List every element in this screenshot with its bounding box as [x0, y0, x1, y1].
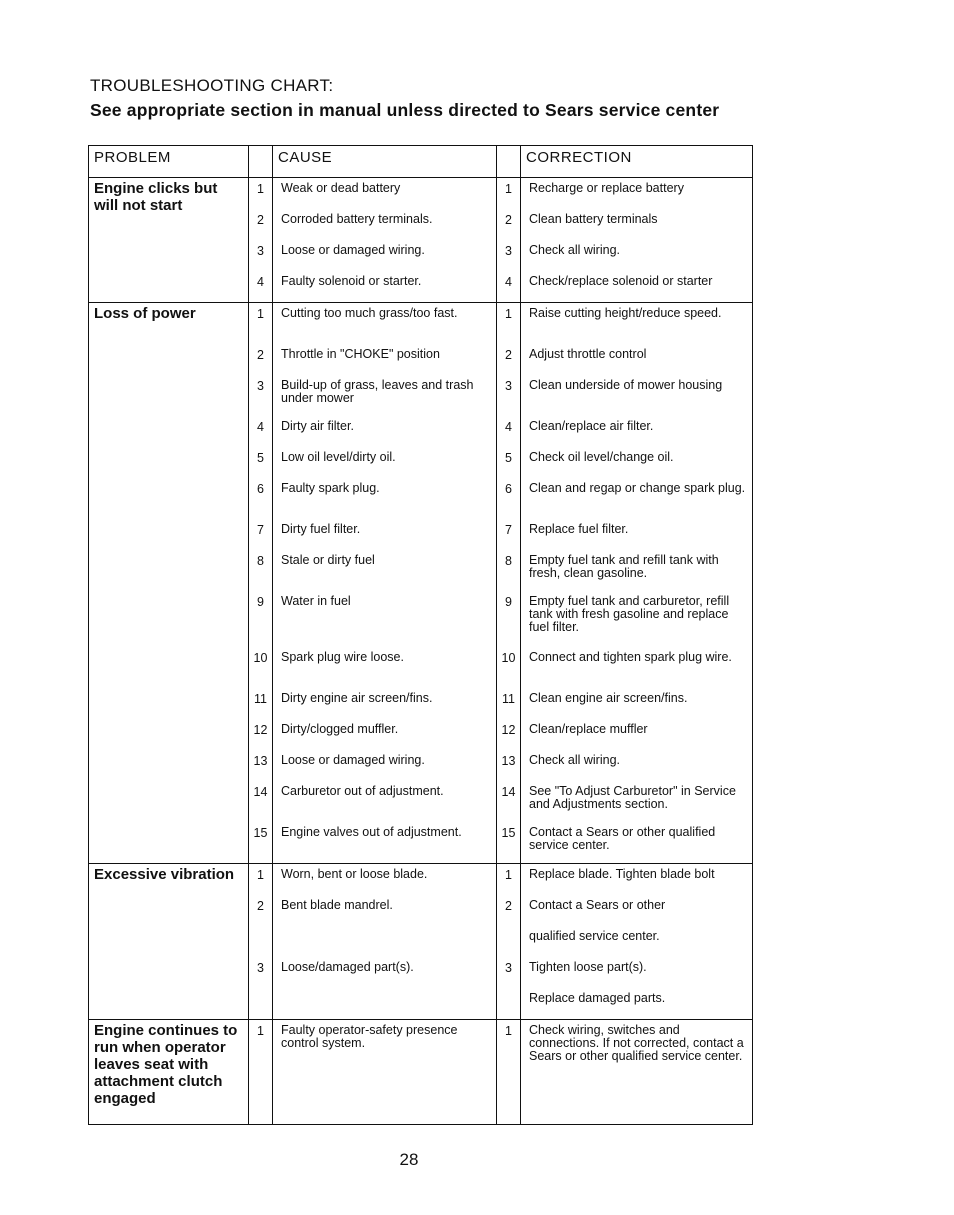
correction-number: 15	[497, 822, 521, 864]
correction-number: 13	[497, 750, 521, 781]
correction-cell: Clean/replace muffler	[521, 719, 753, 750]
correction-number: 3	[497, 957, 521, 988]
cause-cell: Faulty spark plug.	[273, 478, 497, 519]
correction-number: 2	[497, 895, 521, 926]
table-row	[89, 303, 753, 345]
cause-cell: Faulty operator-safety presence control system.	[273, 1020, 497, 1125]
cause-number: 10	[249, 647, 273, 688]
correction-cell: Check wiring, switches and connections. If not corrected, contact a Sears or other qualified service center.	[521, 1020, 753, 1125]
header-problem: PROBLEM	[89, 146, 249, 178]
correction-cell: Contact a Sears or other	[521, 895, 753, 926]
correction-number: 7	[497, 519, 521, 550]
correction-number: 1	[497, 303, 521, 345]
correction-cell: Contact a Sears or other qualified service center.	[521, 822, 753, 864]
cause-number: 13	[249, 750, 273, 781]
cause-number: 1	[249, 864, 273, 896]
correction-number	[497, 926, 521, 957]
cause-number: 12	[249, 719, 273, 750]
correction-cell: Raise cutting height/reduce speed.	[521, 303, 753, 345]
cause-number: 5	[249, 447, 273, 478]
cause-cell: Weak or dead battery	[273, 178, 497, 210]
correction-cell: Adjust throttle control	[521, 344, 753, 375]
troubleshooting-table	[88, 145, 753, 1125]
cause-cell	[273, 926, 497, 957]
correction-cell: qualified service center.	[521, 926, 753, 957]
correction-number	[497, 988, 521, 1020]
correction-cell: Check all wiring.	[521, 750, 753, 781]
cause-number: 1	[249, 178, 273, 210]
header-correction: CORRECTION	[521, 146, 753, 178]
correction-cell: Recharge or replace battery	[521, 178, 753, 210]
cause-cell: Loose or damaged wiring.	[273, 750, 497, 781]
cause-number: 15	[249, 822, 273, 864]
header-row	[89, 146, 753, 178]
correction-number: 1	[497, 1020, 521, 1125]
cause-cell: Spark plug wire loose.	[273, 647, 497, 688]
correction-cell: Clean/replace air filter.	[521, 416, 753, 447]
cause-cell: Worn, bent or loose blade.	[273, 864, 497, 896]
cause-cell	[273, 988, 497, 1020]
cause-cell: Engine valves out of adjustment.	[273, 822, 497, 864]
cause-cell: Water in fuel	[273, 591, 497, 647]
cause-number	[249, 988, 273, 1020]
cause-number: 3	[249, 240, 273, 271]
header-cause: CAUSE	[273, 146, 497, 178]
correction-cell: Replace fuel filter.	[521, 519, 753, 550]
chart-subtitle: See appropriate section in manual unless directed to Sears service center	[90, 100, 720, 120]
cause-cell: Bent blade mandrel.	[273, 895, 497, 926]
cause-cell: Cutting too much grass/too fast.	[273, 303, 497, 345]
table-row	[89, 864, 753, 896]
correction-number: 6	[497, 478, 521, 519]
cause-cell: Stale or dirty fuel	[273, 550, 497, 591]
cause-cell: Low oil level/dirty oil.	[273, 447, 497, 478]
table-row	[89, 178, 753, 210]
cause-cell: Dirty air filter.	[273, 416, 497, 447]
header-num-blank	[249, 146, 273, 178]
cause-number: 1	[249, 1020, 273, 1125]
cause-cell: Faulty solenoid or starter.	[273, 271, 497, 303]
correction-number: 10	[497, 647, 521, 688]
correction-number: 14	[497, 781, 521, 822]
cause-cell: Throttle in "CHOKE" position	[273, 344, 497, 375]
correction-cell: Check oil level/change oil.	[521, 447, 753, 478]
cause-number: 2	[249, 209, 273, 240]
correction-number: 9	[497, 591, 521, 647]
correction-number: 12	[497, 719, 521, 750]
header-num-blank	[497, 146, 521, 178]
correction-cell: Clean battery terminals	[521, 209, 753, 240]
table-row	[89, 1020, 753, 1125]
cause-cell: Dirty/clogged muffler.	[273, 719, 497, 750]
correction-number: 8	[497, 550, 521, 591]
correction-cell: Empty fuel tank and refill tank with fresh, clean gasoline.	[521, 550, 753, 591]
table-body	[89, 178, 753, 1125]
chart-title: TROUBLESHOOTING CHART:	[90, 76, 334, 95]
correction-cell: Connect and tighten spark plug wire.	[521, 647, 753, 688]
cause-number: 6	[249, 478, 273, 519]
cause-number: 4	[249, 416, 273, 447]
cause-number: 7	[249, 519, 273, 550]
cause-cell: Dirty fuel filter.	[273, 519, 497, 550]
correction-number: 2	[497, 344, 521, 375]
cause-number	[249, 926, 273, 957]
correction-number: 1	[497, 864, 521, 896]
correction-number: 4	[497, 271, 521, 303]
cause-cell: Build-up of grass, leaves and trash under mower	[273, 375, 497, 416]
cause-number: 2	[249, 344, 273, 375]
problem-cell: Engine clicks but will not start	[89, 178, 249, 303]
correction-number: 4	[497, 416, 521, 447]
correction-number: 2	[497, 209, 521, 240]
correction-cell: Tighten loose part(s).	[521, 957, 753, 988]
correction-number: 1	[497, 178, 521, 210]
correction-cell: Check all wiring.	[521, 240, 753, 271]
problem-cell: Engine continues to run when operator leaves seat with attachment clutch engaged	[89, 1020, 249, 1125]
problem-cell: Loss of power	[89, 303, 249, 864]
cause-number: 1	[249, 303, 273, 345]
correction-number: 3	[497, 375, 521, 416]
cause-number: 11	[249, 688, 273, 719]
cause-cell: Carburetor out of adjustment.	[273, 781, 497, 822]
correction-cell: Replace blade. Tighten blade bolt	[521, 864, 753, 896]
cause-number: 2	[249, 895, 273, 926]
correction-cell: See "To Adjust Carburetor" in Service and Adjustments section.	[521, 781, 753, 822]
correction-cell: Clean and regap or change spark plug.	[521, 478, 753, 519]
cause-number: 8	[249, 550, 273, 591]
cause-number: 14	[249, 781, 273, 822]
cause-cell: Loose/damaged part(s).	[273, 957, 497, 988]
cause-number: 4	[249, 271, 273, 303]
cause-cell: Dirty engine air screen/fins.	[273, 688, 497, 719]
correction-cell: Empty fuel tank and carburetor, refill tank with fresh gasoline and replace fuel filter.	[521, 591, 753, 647]
correction-number: 5	[497, 447, 521, 478]
correction-cell: Clean underside of mower housing	[521, 375, 753, 416]
correction-cell: Replace damaged parts.	[521, 988, 753, 1020]
page-number: 28	[399, 1150, 419, 1169]
cause-number: 3	[249, 375, 273, 416]
correction-number: 11	[497, 688, 521, 719]
correction-cell: Check/replace solenoid or starter	[521, 271, 753, 303]
correction-cell: Clean engine air screen/fins.	[521, 688, 753, 719]
cause-number: 3	[249, 957, 273, 988]
correction-number: 3	[497, 240, 521, 271]
cause-number: 9	[249, 591, 273, 647]
cause-cell: Corroded battery terminals.	[273, 209, 497, 240]
problem-cell: Excessive vibration	[89, 864, 249, 1020]
cause-cell: Loose or damaged wiring.	[273, 240, 497, 271]
